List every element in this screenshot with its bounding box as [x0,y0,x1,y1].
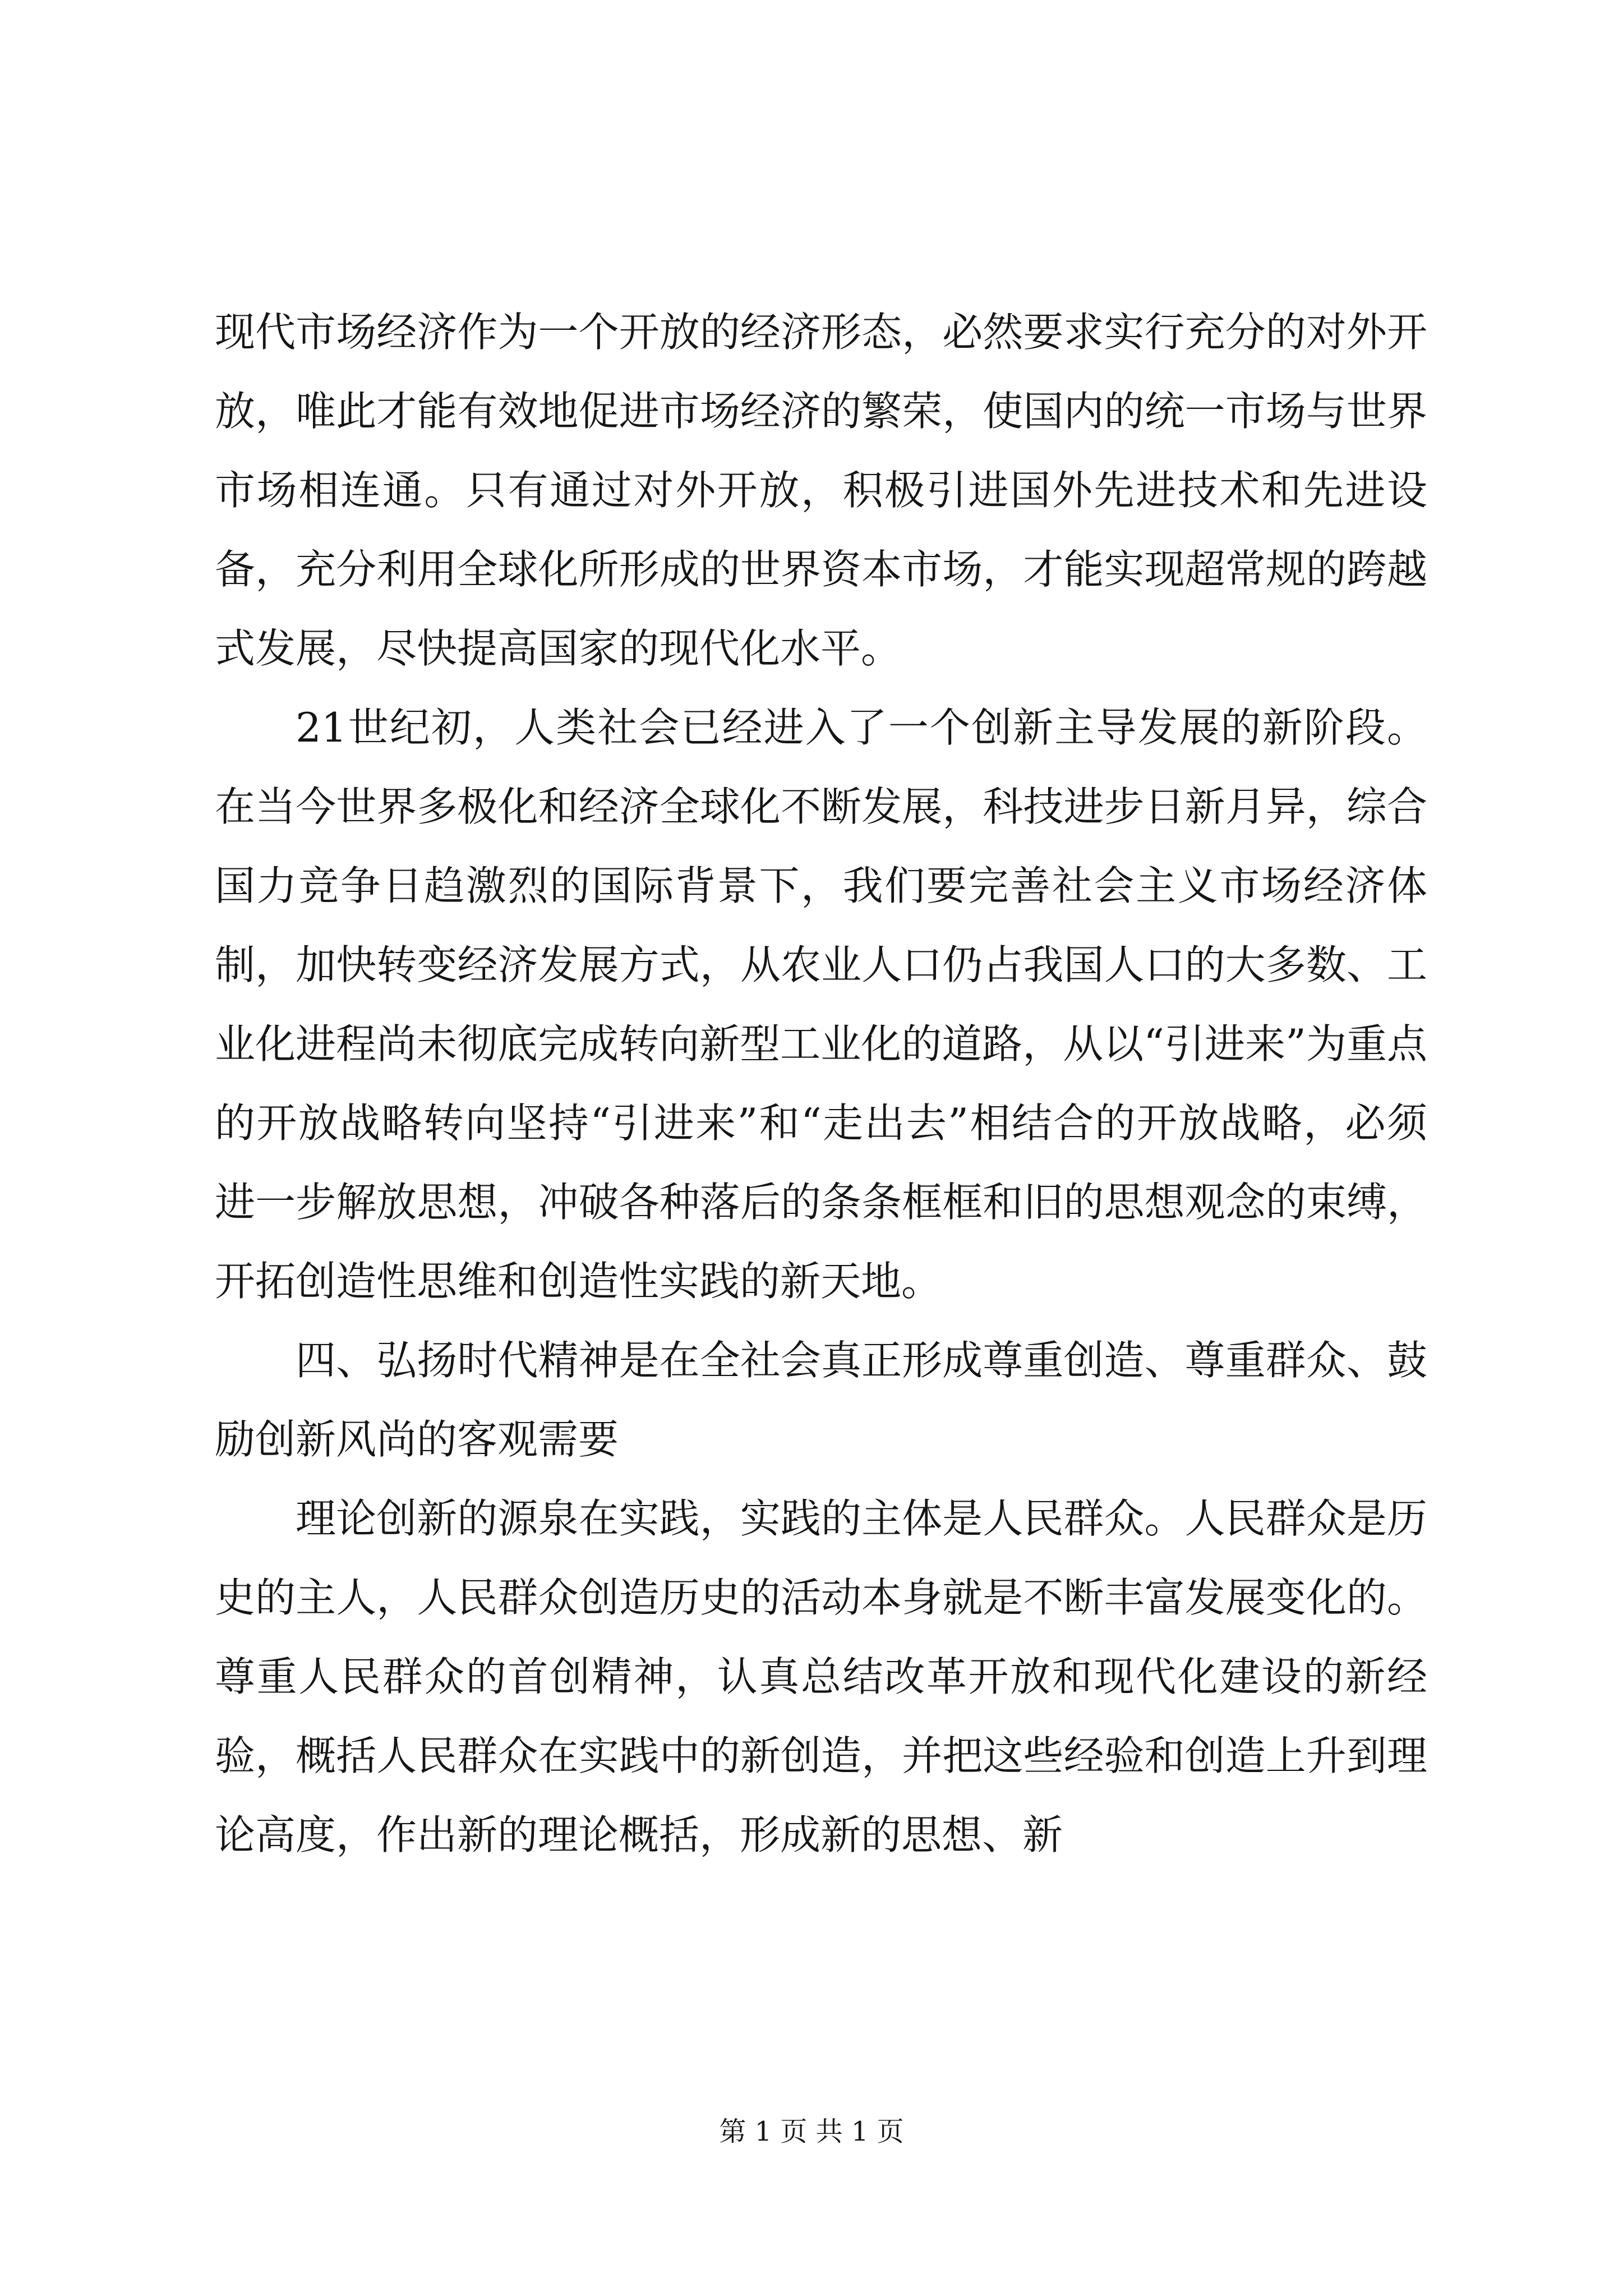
paragraph-2: 21世纪初，人类社会已经进入了一个创新主导发展的新阶段。在当今世界多极化和经济全球化不断发展，科技进步日新月异，综合国力竞争日趋激烈的国际背景下，我们要完善社会主义市场经济体制，加快转变经济发展方式，从农业人口仍占我国人口的大多数、工业化进程尚未彻底完成转向新型工业化的道路，从以“引进来”为重点的开放战略转向坚持“引进来”和“走出去”相结合的开放战略，必须进一步解放思想，冲破各种落后的条条框框和旧的思想观念的束缚，开拓创造性思维和创造性实践的新天地。 [215,704,1427,1305]
document-body [215,293,1427,1875]
page-number-footer: 第 1 页 共 1 页 [719,2116,904,2147]
paragraph-3: 理论创新的源泉在实践，实践的主体是人民群众。人民群众是历史的主人，人民群众创造历史的活动本身就是不断丰富发展变化的。尊重人民群众的首创精神，认真总结改革开放和现代化建设的新经验，概括人民群众在实践中的新创造，并把这些经验和创造上升到理论高度，作出新的理论概括，形成新的思想、新 [215,1495,1427,1858]
paragraph-1: 现代市场经济作为一个开放的经济形态，必然要求实行充分的对外开放，唯此才能有效地促进市场经济的繁荣，使国内的统一市场与世界市场相连通。只有通过对外开放，积极引进国外先进技术和先进设备，充分利用全球化所形成的世界资本市场，才能实现超常规的跨越式发展，尽快提高国家的现代化水平。 [215,309,1427,672]
section-heading-4: 四、弘扬时代精神是在全社会真正形成尊重创造、尊重群众、鼓励创新风尚的客观需要 [215,1337,1427,1463]
